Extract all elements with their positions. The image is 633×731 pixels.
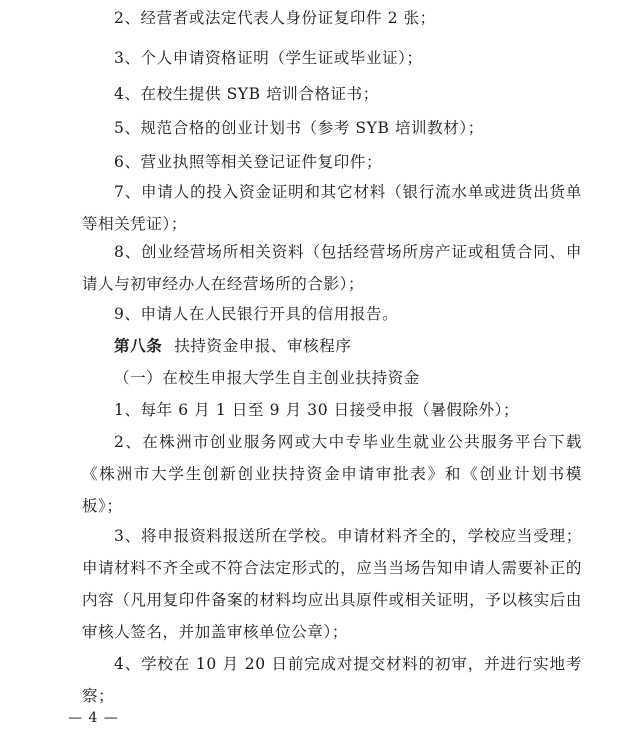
paragraph-item-5: 5、规范合格的创业计划书（参考 SYB 培训教材）； (114, 119, 484, 137)
paragraph-item-4: 4、在校生提供 SYB 培训合格证书； (114, 85, 379, 103)
paragraph-item-9: 9、申请人在人民银行开具的信用报告。 (114, 305, 399, 323)
step-item-3: 3、将申报资料报送所在学校。申请材料齐全的，学校应当受理；申请材料不齐全或不符合法定形式的，应当当场告知申请人需要补正的内容（凡用复印件备案的材料均应出具原件或相关证明，予以核实后由审核人签名，并加盖审核单位公章）； (82, 527, 582, 641)
step-item-2: 2、在株洲市创业服务网或大中专毕业生就业公共服务平台下载《株洲市大学生创新创业扶持资金申请审批表》和《创业计划书模板》； (82, 433, 582, 515)
article-title: 第八条 (114, 336, 163, 355)
article-subtitle: 扶持资金申报、审核程序 (174, 337, 352, 355)
page-number: — 4 — (68, 710, 119, 726)
paragraph-item-3: 3、个人申请资格证明（学生证或毕业证）； (114, 49, 423, 67)
article-heading (82, 330, 582, 362)
paragraph-item-6: 6、营业执照等相关登记证件复印件； (114, 153, 383, 171)
paragraph-item-8: 8、创业经营场所相关资料（包括经营场所房产证或租赁合同、申请人与初审经办人在经营场所的合影）； (82, 243, 582, 293)
step-item-1: 1、每年 6 月 1 日至 9 月 30 日接受申报（暑假除外）； (114, 401, 520, 419)
paragraph-item-7: 7、申请人的投入资金证明和其它材料（银行流水单或进货出货单等相关凭证）； (82, 183, 582, 233)
step-item-4: 4、学校在 10 月 20 日前完成对提交材料的初审，并进行实地考察； (82, 655, 582, 705)
section-heading: （一）在校生申报大学生自主创业扶持资金 (114, 369, 420, 387)
paragraph-item-2: 2、经营者或法定代表人身份证复印件 2 张； (114, 9, 436, 27)
